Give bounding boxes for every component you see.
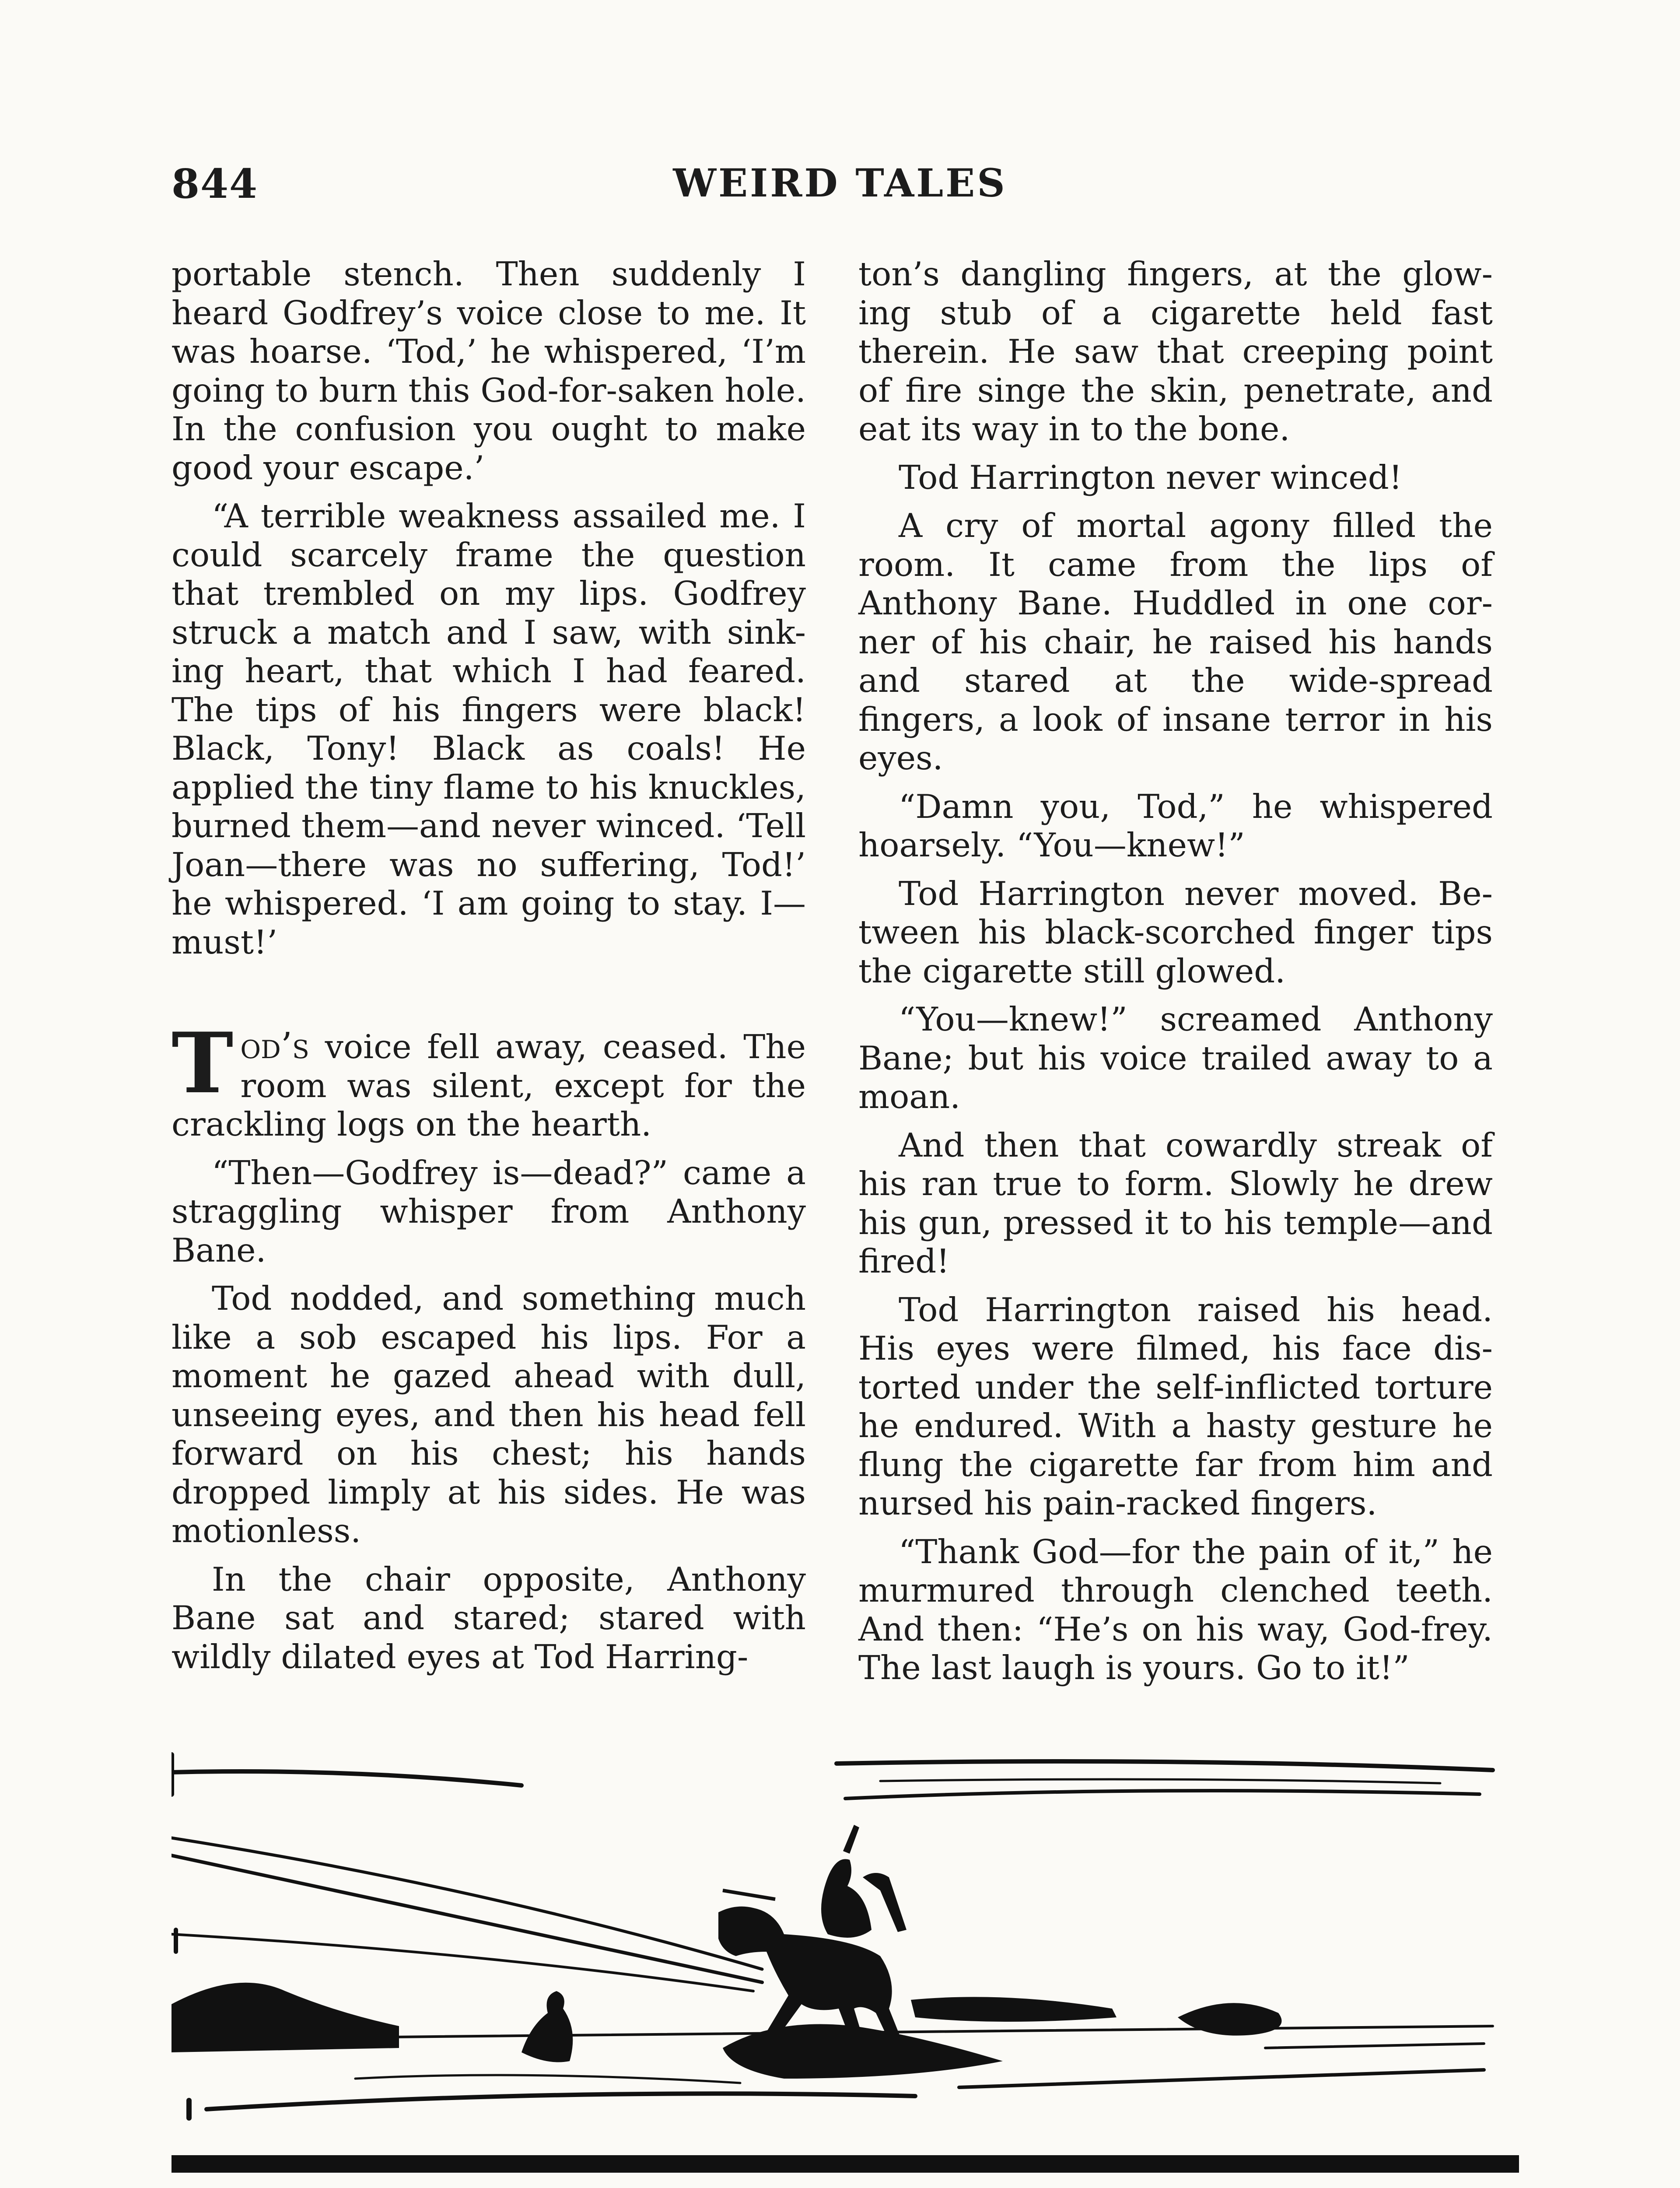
paragraph: And then that cowardly streak of his ran true to form. Slowly he drew his gun, pressed it to his temple—and fired! (858, 1126, 1493, 1280)
paragraph: “You—knew!” screamed Anthony Bane; but his voice trailed away to a moan. (858, 1000, 1493, 1116)
drop-cap: T (172, 1014, 234, 1112)
left-column (172, 255, 806, 1686)
section-opening-paragraph (172, 1014, 806, 1144)
paragraph-text: voice fell away, ceased. The room was silent, except for the crackling logs on the hearth. (172, 1027, 806, 1143)
paragraph: “Damn you, Tod,” he whispered hoarsely. “You—knew!” (858, 787, 1493, 864)
right-column (858, 255, 1493, 1697)
paragraph: Tod nodded, and something much like a sob escaped his lips. For a moment he gazed ahead with dull, unseeing eyes, and then his head fell forward on his chest; his hands dropped limply at his sides. He was motionless. (172, 1279, 806, 1550)
running-head: WEIRD TALES (673, 160, 1007, 206)
paragraph: Tod Harrington never moved. Be-tween his black-scorched finger tips the cigarette still glowed. (858, 874, 1493, 990)
rider-illustration (172, 1746, 1519, 2179)
paragraph: “Then—Godfrey is—dead?” came a straggling whisper from Anthony Bane. (172, 1153, 806, 1269)
paragraph: portable stench. Then suddenly I heard Godfrey’s voice close to me. It was hoarse. ‘Tod,’ he whispered, ‘I’m going to burn this God-for-saken hole. In the confusion you ought to make good your escape.’ (172, 255, 806, 487)
paragraph: ton’s dangling fingers, at the glow-ing stub of a cigarette held fast therein. He saw that creeping point of fire singe the skin, penetrate, and eat its way in to the bone. (858, 255, 1493, 448)
page-header (0, 160, 1680, 213)
paragraph: A cry of mortal agony filled the room. It came from the lips of Anthony Bane. Huddled in one cor-ner of his chair, he raised his hands and stared at the wide-spread fingers, a look of insane terror in his eyes. (858, 506, 1493, 777)
page-number: 844 (172, 160, 259, 207)
rider-landscape-drawing (172, 1746, 1519, 2179)
paragraph: Tod Harrington never winced! (899, 458, 1402, 497)
small-caps-lead: od’s (240, 1025, 309, 1067)
paragraph: “A terrible weakness assailed me. I could scarcely frame the question that trembled on my lips. Godfrey struck a match and I saw, with sink-ing heart, that which I had feared. The tips of his fingers were black! Black, Tony! Black as coals! He applied the tiny flame to his knuckles, burned them—and never winced. ‘Tell Joan—there was no suffering, Tod!’ he whispered. ‘I am going to stay. I—must!’ (172, 497, 806, 961)
paragraph: “Thank God—for the pain of it,” he murmured through clenched teeth. And then: “He’s on his way, God-frey. The last laugh is yours. Go to it!” (858, 1532, 1493, 1687)
paragraph: In the chair opposite, Anthony Bane sat and stared; stared with wildly dilated eyes at Tod Harring- (172, 1560, 806, 1676)
paragraph: Tod Harrington raised his head. His eyes were filmed, his face dis-torted under the self-inflicted torture he endured. With a hasty gesture he flung the cigarette far from him and nursed his pain-racked fingers. (858, 1290, 1493, 1522)
